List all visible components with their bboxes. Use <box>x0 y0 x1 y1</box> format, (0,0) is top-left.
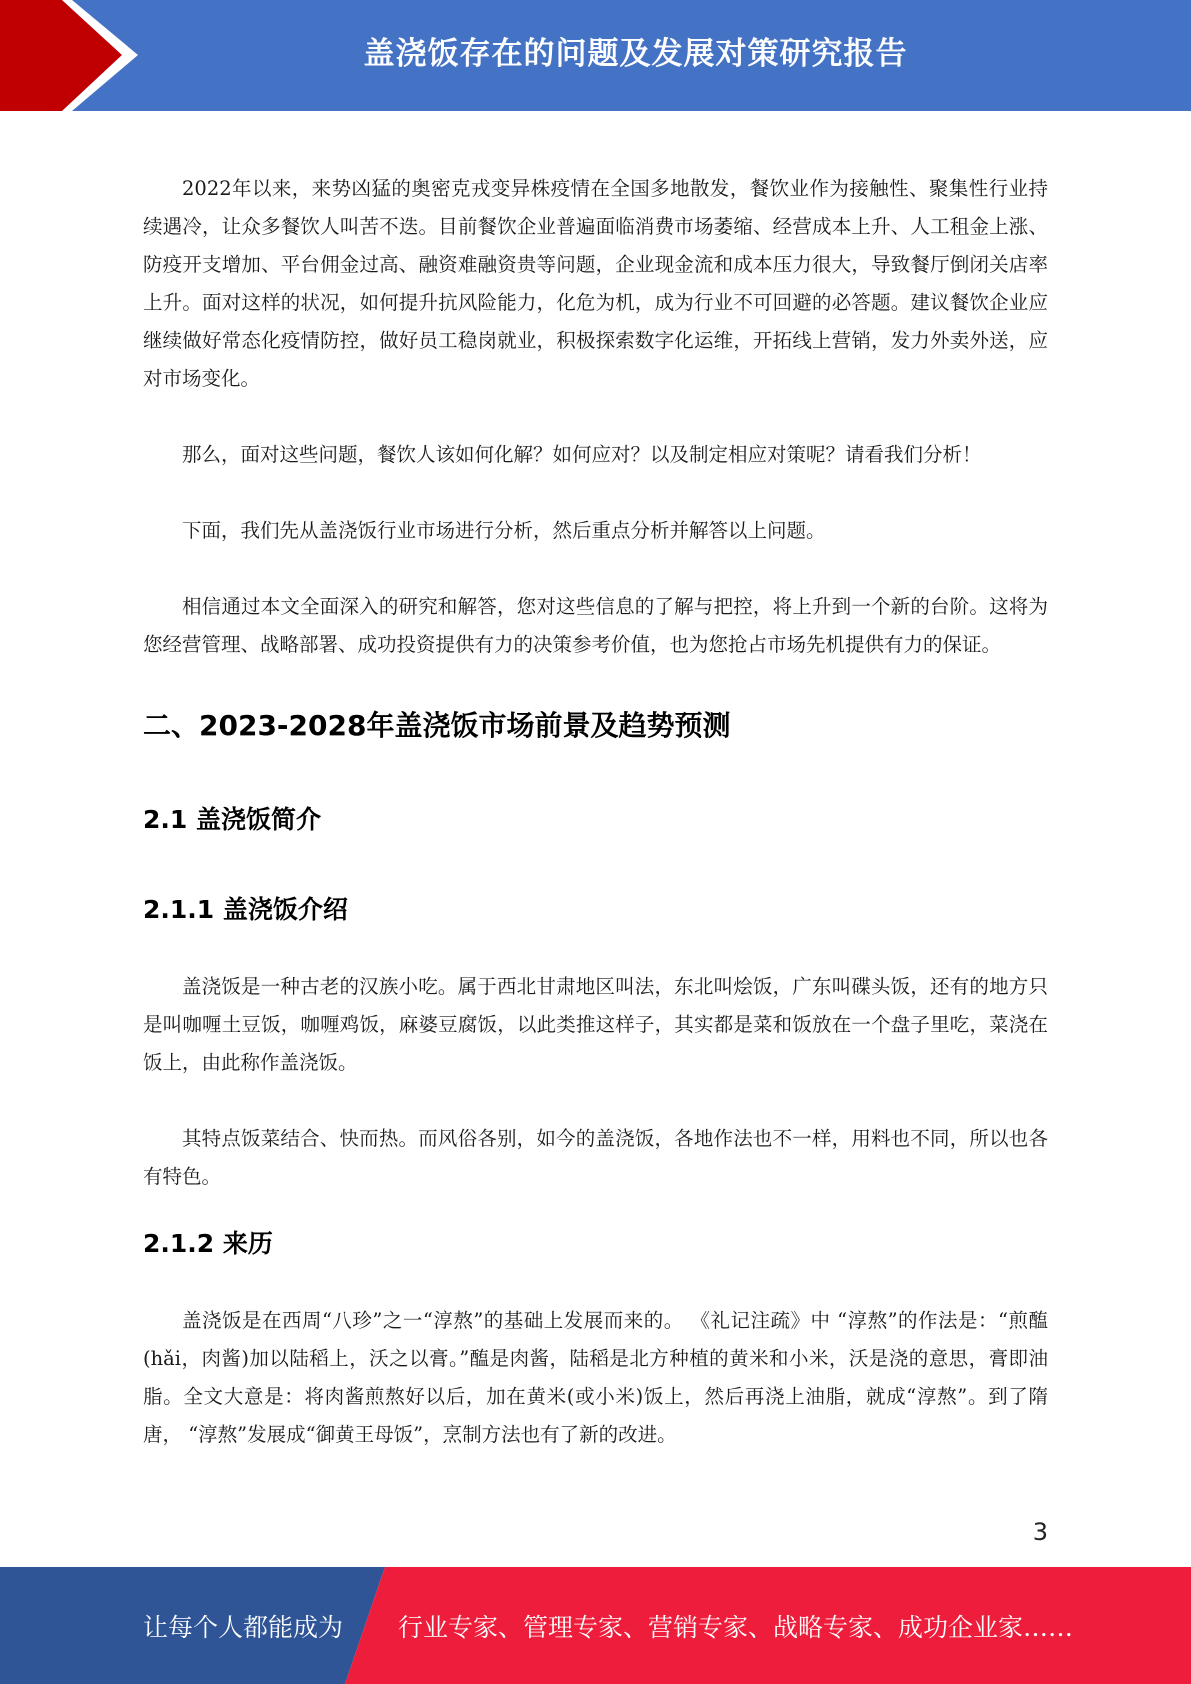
page-footer <box>0 1567 1191 1684</box>
section-2-1-1-heading: 2.1.1 盖浇饭介绍 <box>143 895 348 924</box>
footer-slogan-right: 行业专家、管理专家、营销专家、战略专家、成功企业家…… <box>398 1612 1074 1642</box>
page-header <box>0 0 1191 111</box>
intro-paragraph-1: 2022年以来，来势凶猛的奥密克戎变异株疫情在全国多地散发，餐饮业作为接触性、聚集性行业持续遇冷，让众多餐饮人叫苦不迭。目前餐饮企业普遍面临消费市场萎缩、经营成本上升、人工租金上涨、防疫开支增加、平台佣金过高、融资难融资贵等问题，企业现金流和成本压力很大，导致餐厅倒闭关店率上升。面对这样的状况，如何提升抗风险能力，化危为机，成为行业不可回避的必答题。建议餐饮企业应继续做好常态化疫情防控，做好员工稳岗就业，积极探索数字化运维，开拓线上营销，发力外卖外送，应对市场变化。 <box>143 177 1048 390</box>
footer-slogan-left: 让每个人都能成为 <box>143 1612 344 1642</box>
section-2-1-2-heading: 2.1.2 来历 <box>143 1229 273 1258</box>
intro-paragraph-4: 相信通过本文全面深入的研究和解答，您对这些信息的了解与把控，将上升到一个新的台阶。这将为您经营管理、战略部署、成功投资提供有力的决策参考价值，也为您抢占市场先机提供有力的保证。 <box>143 595 1048 656</box>
intro-paragraph-2: 那么，面对这些问题，餐饮人该如何化解？如何应对？以及制定相应对策呢？请看我们分析！ <box>182 443 982 466</box>
intro-paragraph-3: 下面，我们先从盖浇饭行业市场进行分析，然后重点分析并解答以上问题。 <box>182 519 826 542</box>
section-2-1-2-paragraph-1: 盖浇饭是在西周“八珍”之一“淳熬”的基础上发展而来的。 《礼记注疏》中 “淳熬”的作法是：“煎醢(hǎi，肉酱)加以陆稻上，沃之以膏。”醢是肉酱，陆稻是北方种植的黄米和小米，沃是浇的意思，膏即油脂。全文大意是：将肉酱煎熬好以后，加在黄米(或小米)饭上，然后再浇上油脂，就成“淳熬”。到了隋唐， “淳熬”发展成“御黄王母饭”，烹制方法也有了新的改进。 <box>143 1309 1048 1446</box>
section-2-1-1-paragraph-1: 盖浇饭是一种古老的汉族小吃。属于西北甘肃地区叫法，东北叫烩饭，广东叫碟头饭，还有的地方只是叫咖喱土豆饭，咖喱鸡饭，麻婆豆腐饭，以此类推这样子，其实都是菜和饭放在一个盘子里吃，菜浇在饭上，由此称作盖浇饭。 <box>143 975 1048 1074</box>
section-2-1-heading: 2.1 盖浇饭简介 <box>143 805 321 834</box>
section-2-heading: 二、2023-2028年盖浇饭市场前景及趋势预测 <box>143 709 731 742</box>
section-2-1-1-paragraph-2: 其特点饭菜结合、快而热。而风俗各别，如今的盖浇饭，各地作法也不一样，用料也不同，所以也各有特色。 <box>143 1127 1048 1188</box>
document-body <box>143 170 1048 1454</box>
header-title: 盖浇饭存在的问题及发展对策研究报告 <box>363 35 908 72</box>
page-number: 3 <box>1032 1518 1048 1546</box>
